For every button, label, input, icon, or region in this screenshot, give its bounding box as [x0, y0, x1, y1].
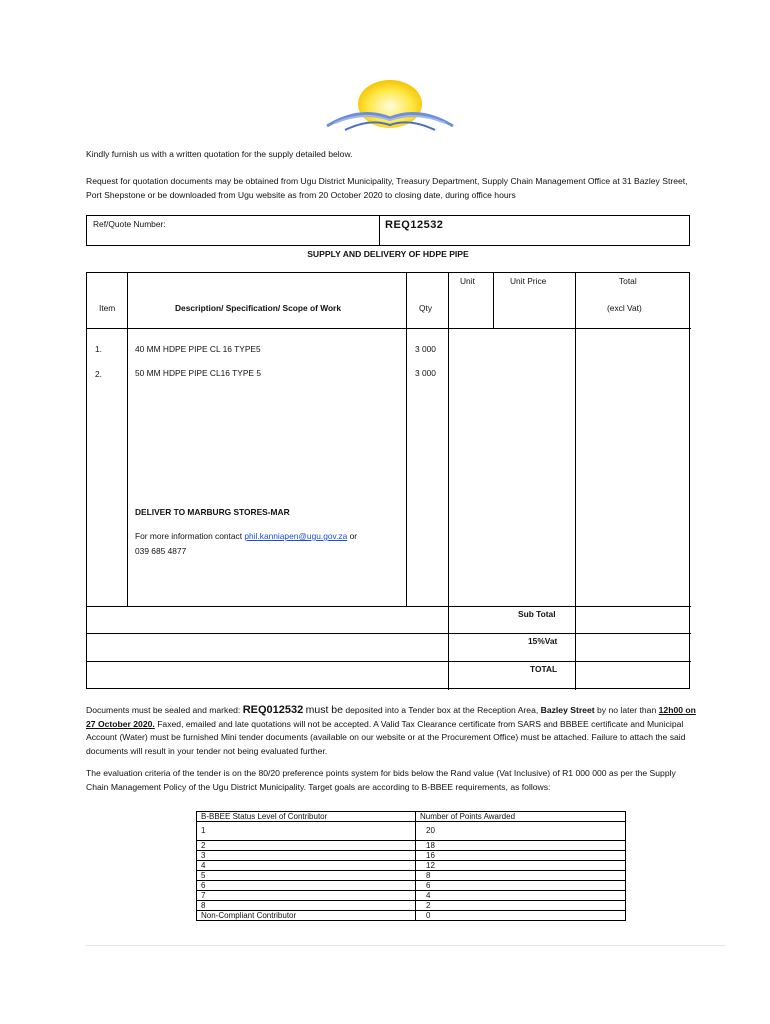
contact-line	[135, 531, 357, 541]
para1-text-a: Documents must be sealed and marked:	[86, 705, 241, 715]
para1-text-d: by no later than	[597, 705, 657, 715]
footer-divider	[86, 945, 726, 946]
table-row	[197, 822, 626, 841]
header-description: Description/ Specification/ Scope of Work	[175, 303, 341, 313]
header-total: Total	[619, 276, 637, 286]
para1-street: Bazley Street	[540, 705, 595, 715]
bbbee-points: 6	[416, 881, 626, 891]
intro-line-2: Request for quotation documents may be obtained from Ugu District Municipality, Treasury Department, Supply Chain Management Office at 31 Bazley Street, Port Shepstone or be downloaded from Ugu website as from 20 October 2020 to closing date, during office hours	[86, 176, 688, 200]
submission-instructions	[86, 704, 696, 758]
bbbee-level: 3	[197, 851, 416, 861]
header-unit-price: Unit Price	[510, 276, 547, 286]
contact-phone: 039 685 4877	[135, 546, 187, 556]
contact-or: or	[349, 531, 358, 541]
bbbee-header-row	[197, 812, 626, 822]
bbbee-level: Non-Compliant Contributor	[197, 911, 416, 921]
bbbee-level: 8	[197, 901, 416, 911]
ref-quote-value: REQ12532	[385, 219, 444, 231]
supply-title: SUPPLY AND DELIVERY OF HDPE PIPE	[307, 249, 469, 259]
table-row	[197, 901, 626, 911]
row-1-description: 40 MM HDPE PIPE CL 16 TYPE5	[135, 344, 261, 354]
total-label: TOTAL	[530, 664, 558, 674]
row-2-item: 2.	[95, 369, 102, 379]
table-row	[197, 881, 626, 891]
header-total-excl-vat: (excl Vat)	[607, 303, 642, 313]
row-1-qty: 3 000	[415, 344, 436, 354]
table-row	[197, 871, 626, 881]
subtotal-label: Sub Total	[518, 609, 556, 619]
bbbee-table	[196, 811, 626, 921]
bbbee-points: 16	[416, 851, 626, 861]
ref-quote-box	[86, 215, 690, 246]
bbbee-points: 12	[416, 861, 626, 871]
bbbee-points: 20	[416, 822, 626, 841]
bbbee-points: 4	[416, 891, 626, 901]
bbbee-points: 18	[416, 841, 626, 851]
para1-text-e: Faxed, emailed and late quotations will not be accepted. A Valid Tax Clearance certificate from SARS and BBBEE certificate and Municipal Account (Water) must be furnished Mini tender documents (available on our website or at the Procurement Office) must be attached. Failure to attach the said documents will result in your tender not being evaluated further.	[86, 718, 686, 756]
table-row	[197, 851, 626, 861]
ref-divider	[379, 216, 380, 245]
bbbee-level: 5	[197, 871, 416, 881]
bbbee-col1-header: B-BBEE Status Level of Contributor	[197, 812, 416, 822]
bbbee-level: 7	[197, 891, 416, 901]
contact-prefix: For more information contact	[135, 531, 243, 541]
evaluation-criteria: The evaluation criteria of the tender is on the 80/20 preference points system for bids below the Rand value (Vat Inclusive) of R1 000 000 as per the Supply Chain Management Policy of the Ugu District Municipality. Target goals are according to B-BBEE requirements, as follows:	[86, 768, 676, 792]
bbbee-points: 8	[416, 871, 626, 881]
bbbee-level: 1	[197, 822, 416, 841]
bbbee-points: 2	[416, 901, 626, 911]
contact-email-link[interactable]: phil.kanniapen@ugu.gov.za	[244, 531, 348, 541]
table-row	[197, 841, 626, 851]
header-item: Item	[99, 303, 116, 313]
para1-must-be: must be	[305, 704, 343, 716]
header-qty: Qty	[419, 303, 433, 313]
bbbee-level: 2	[197, 841, 416, 851]
bbbee-points: 0	[416, 911, 626, 921]
para1-ref: REQ012532	[242, 704, 304, 716]
intro-line-1: Kindly furnish us with a written quotation for the supply detailed below.	[86, 149, 353, 159]
bbbee-level: 4	[197, 861, 416, 871]
vat-label: 15%Vat	[528, 636, 558, 646]
row-2-qty: 3 000	[415, 368, 436, 378]
municipality-logo	[325, 78, 455, 134]
para1-deadline: 12h00 on 27 October 2020.	[86, 705, 696, 729]
row-1-item: 1.	[95, 344, 102, 354]
ref-quote-label: Ref/Quote Number:	[93, 219, 166, 229]
bbbee-level: 6	[197, 881, 416, 891]
deliver-instruction: DELIVER TO MARBURG STORES-MAR	[135, 507, 290, 517]
table-row	[197, 911, 626, 921]
table-row	[197, 891, 626, 901]
quotation-table	[86, 272, 690, 689]
header-unit: Unit	[460, 276, 475, 286]
bbbee-col2-header: Number of Points Awarded	[416, 812, 626, 822]
para1-text-c: deposited into a Tender box at the Reception Area,	[345, 705, 539, 715]
row-2-description: 50 MM HDPE PIPE CL16 TYPE 5	[135, 368, 261, 378]
table-row	[197, 861, 626, 871]
